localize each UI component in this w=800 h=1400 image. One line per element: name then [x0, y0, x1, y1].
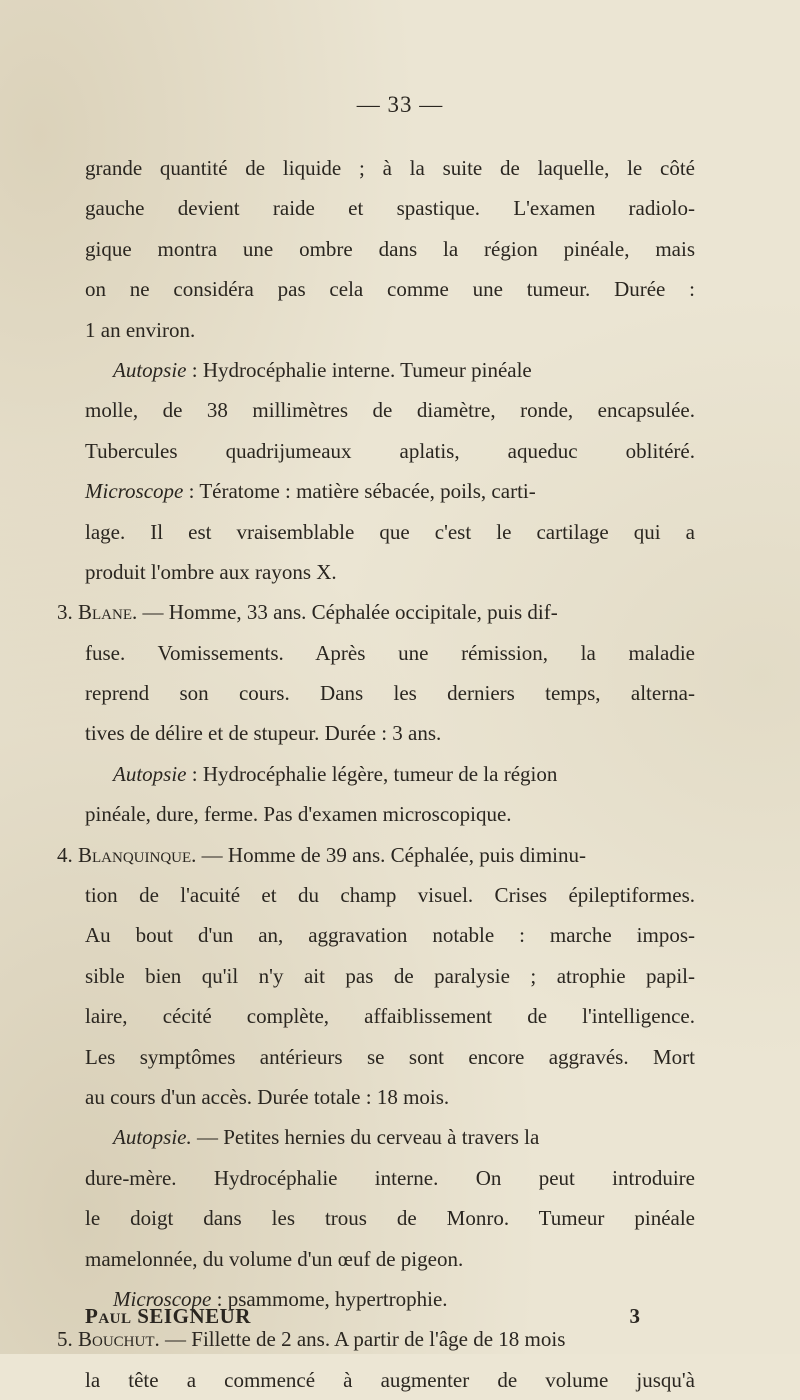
text-line [85, 350, 695, 390]
text-line: mamelonnée, du volume d'un œuf de pigeon. [85, 1246, 464, 1271]
case-author: Blanquinque. [78, 842, 197, 867]
text-line: gauche devient raide et spastique. L'examen radiolo- [85, 196, 695, 221]
text-line: au cours d'un accès. Durée totale : 18 mois. [85, 1084, 450, 1109]
page-number: — 33 — [356, 92, 444, 117]
text-line [85, 754, 695, 794]
text-line: pinéale, dure, ferme. Pas d'examen microscopique. [85, 802, 512, 827]
text-span: — Fillette de 2 ans. A partir de l'âge de 18 mois [159, 1327, 566, 1352]
text-span: — Homme, 33 ans. Céphalée occipitale, puis dif- [137, 600, 558, 625]
text-line [57, 592, 695, 632]
text-line: le doigt dans les trous de Monro. Tumeur pinéale [85, 1206, 695, 1231]
case-author: Blane. [78, 600, 138, 625]
signature-mark: 3 [629, 1304, 640, 1328]
text-line: gique montra une ombre dans la région pinéale, mais [85, 236, 695, 261]
text-span: : psammome, hypertrophie. [211, 1286, 448, 1311]
text-line: on ne considéra pas cela comme une tumeur. Durée : [85, 277, 695, 302]
text-line: la tête a commencé à augmenter de volume jusqu'à [85, 1367, 695, 1392]
text-line: grande quantité de liquide ; à la suite de laquelle, le côté [85, 156, 695, 180]
body-text [57, 148, 695, 1400]
section-label: Autopsie [113, 357, 187, 382]
case-number: 3. [57, 600, 78, 625]
text-line: 1 an environ. [85, 317, 196, 342]
text-line [57, 835, 695, 875]
text-line: sible bien qu'il n'y ait pas de paralysie ; atrophie papil- [85, 963, 695, 988]
text-line: fuse. Vomissements. Après une rémission, la maladie [85, 640, 695, 665]
page-footer [85, 1304, 640, 1329]
section-label: Microscope [113, 1286, 212, 1311]
text-line [85, 1117, 695, 1157]
text-line: tives de délire et de stupeur. Durée : 3 ans. [85, 721, 442, 746]
text-span: : Hydrocéphalie légère, tumeur de la région [186, 761, 558, 786]
section-label: Microscope [85, 479, 184, 504]
text-span: : Hydrocéphalie interne. Tumeur pinéale [186, 357, 532, 382]
text-span: — Petites hernies du cerveau à travers la [191, 1125, 540, 1150]
text-line: laire, cécité complète, affaiblissement de l'intelligence. [85, 1004, 695, 1029]
case-author: Bouchut. [78, 1327, 160, 1352]
footer-author: Paul SEIGNEUR [85, 1304, 251, 1328]
text-line [85, 471, 695, 511]
text-line: molle, de 38 millimètres de diamètre, ronde, encapsulée. [85, 398, 695, 423]
text-line: Tubercules quadrijumeaux aplatis, aqueduc oblitéré. [85, 438, 695, 463]
text-line: dure-mère. Hydrocéphalie interne. On peut introduire [85, 1165, 695, 1190]
text-line: reprend son cours. Dans les derniers temps, alterna- [85, 681, 695, 706]
text-line: tion de l'acuité et du champ visuel. Crises épileptiformes. [85, 883, 695, 908]
text-line: Les symptômes antérieurs se sont encore aggravés. Mort [85, 1044, 695, 1069]
text-span: — Homme de 39 ans. Céphalée, puis diminu- [196, 842, 587, 867]
text-span: : Tératome : matière sébacée, poils, carti- [183, 479, 536, 504]
section-label: Autopsie [113, 761, 187, 786]
case-number: 5. [57, 1327, 78, 1352]
text-line: Au bout d'un an, aggravation notable : marche impos- [85, 923, 695, 948]
text-line: lage. Il est vraisemblable que c'est le cartilage qui a [85, 519, 695, 544]
section-label: Autopsie. [113, 1125, 192, 1150]
text-line: produit l'ombre aux rayons X. [85, 559, 337, 584]
case-number: 4. [57, 842, 78, 867]
